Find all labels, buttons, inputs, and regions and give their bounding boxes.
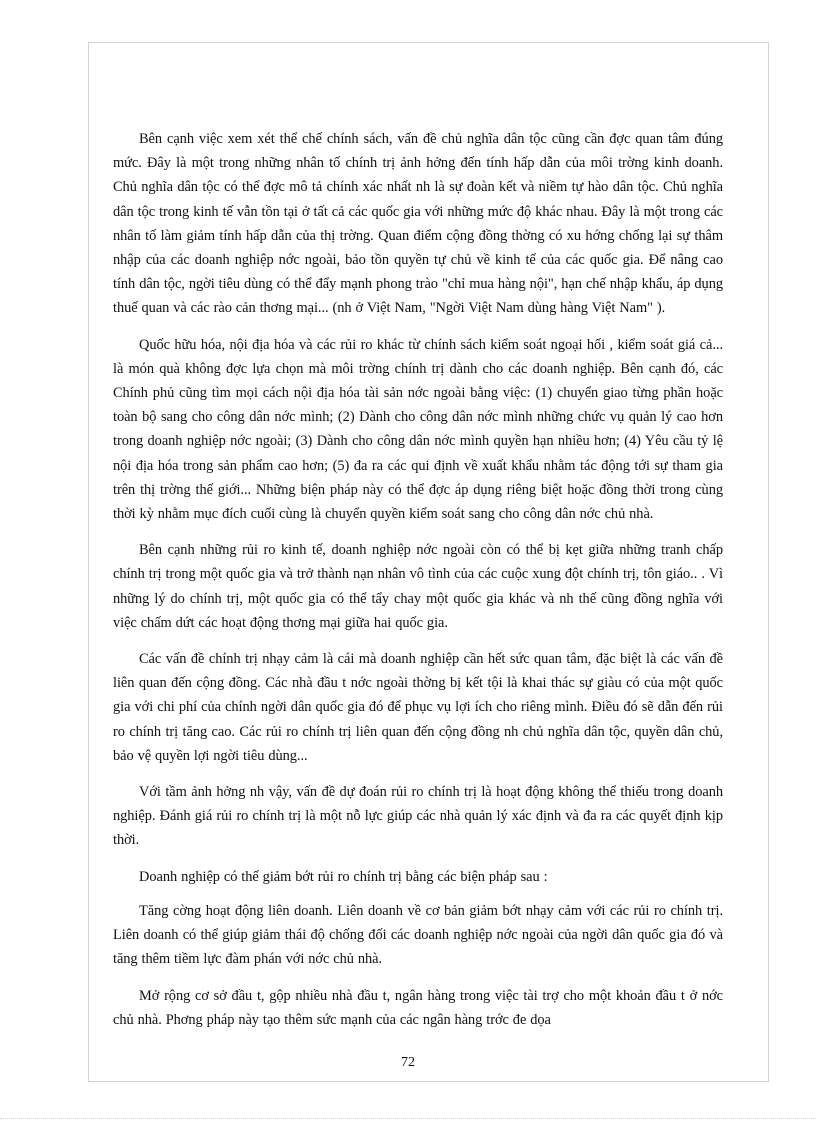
page-number: 72 bbox=[401, 1055, 415, 1070]
paragraph-nationalism: Bên cạnh việc xem xét thể chế chính sách, vấn đề chủ nghĩa dân tộc cũng cần đợc quan tâm đúng mức. Đây là một trong những nhân tố chính trị ảnh hởng đến tính hấp dẫn của môi trờng kinh doanh. Chủ nghĩa dân tộc có thể đợc mô tả chính xác nhất nh là sự đoàn kết và niềm tự hào dân tộc. Chủ nghĩa dân tộc trong kinh tế vẫn tồn tại ở tất cả các quốc gia với những mức độ khác nhau. Đây là một trong các nhân tố làm giảm tính hấp dẫn của thị trờng. Quan điểm cộng đồng thờng có xu hớng chống lại sự thâm nhập của các doanh nghiệp nớc ngoài, bảo tồn quyền tự chủ về kinh tế của các quốc gia. Để nâng cao tính dân tộc, ngời tiêu dùng có thể đẩy mạnh phong trào "chỉ mua hàng nội", hạn chế nhập khẩu, áp dụng thuế quan và các rào cản thơng mại... (nh ở Việt Nam, "Ngời Việt Nam dùng hàng Việt Nam" ). bbox=[113, 131, 723, 317]
paragraph-sensitive-issues: Các vấn đề chính trị nhạy cảm là cái mà doanh nghiệp cần hết sức quan tâm, đặc biệt là các vấn đề liên quan đến cộng đồng. Các nhà đầu t nớc ngoài thờng bị kết tội là khai thác sự giàu có của một quốc gia với chi phí của chính ngời dân quốc gia đó để phục vụ lợi ích cho riêng mình. Điều đó sẽ dẫn đến rủi ro chính trị tăng cao. Các rủi ro chính trị liên quan đến cộng đồng nh chủ nghĩa dân tộc, quyền dân chủ, bảo vệ quyền lợi ngời tiêu dùng... bbox=[113, 651, 723, 764]
paragraph-political-disputes: Bên cạnh những rủi ro kinh tế, doanh nghiệp nớc ngoài còn có thể bị kẹt giữa những tranh chấp chính trị trong một quốc gia và trở thành nạn nhân vô tình của các cuộc xung đột chính trị, tôn giáo.. . Vì những lý do chính trị, một quốc gia có thể tẩy chay một quốc gia khác và nh thế cũng đồng nghĩa với việc chấm dứt các hoạt động thơng mại giữa hai quốc gia. bbox=[113, 542, 723, 631]
paragraph-risk-forecast: Với tầm ảnh hởng nh vậy, vấn đề dự đoán rủi ro chính trị là hoạt động không thể thiếu trong doanh nghiệp. Đánh giá rủi ro chính trị là một nỗ lực giúp các nhà quản lý xác định và đa ra các quyết định kịp thời. bbox=[113, 784, 723, 849]
paragraph-investment-base: Mở rộng cơ sở đầu t, gộp nhiều nhà đầu t, ngân hàng trong việc tài trợ cho một khoản đầu t ở nớc chủ nhà. Phơng pháp này tạo thêm sức mạnh của các ngân hàng trớc đe dọa bbox=[113, 987, 723, 1028]
paragraph-joint-venture: Tăng cờng hoạt động liên doanh. Liên doanh về cơ bản giảm bớt nhạy cảm với các rủi ro chính trị. Liên doanh có thể giúp giảm thái độ chống đối các doanh nghiệp nớc ngoài của ngời dân quốc gia đó và tăng thêm tiềm lực đàm phán với nớc chủ nhà. bbox=[113, 902, 723, 968]
bottom-divider bbox=[0, 1118, 816, 1119]
paragraph-nationalization: Quốc hữu hóa, nội địa hóa và các rủi ro khác từ chính sách kiểm soát ngoại hối , kiểm soát giá cả... là món quà không đợc lựa chọn mà môi trờng chính trị dành cho các doanh nghiệp. Bên cạnh đó, các Chính phủ cũng tìm mọi cách nội địa hóa tài sản nớc ngoài bằng việc: (1) chuyển giao từng phần hoặc toàn bộ sang cho công dân nớc mình; (2) Dành cho công dân nớc mình những chức vụ quản lý cao hơn trong doanh nghiệp nớc ngoài; (3) Dành cho công dân nớc mình quyền hạn nhiều hơn; (4) Yêu cầu tỷ lệ nội địa hóa trong sản phẩm cao hơn; (5) đa ra các qui định về xuất khẩu nhằm tác động tới sự tham gia trên thị trờng thế giới... Những biện pháp này có thể đợc áp dụng riêng biệt hoặc đồng thời trong cùng thời kỳ nhằm mục đích cuối cùng là chuyển quyền kiểm soát sang cho công dân nớc chủ nhà. bbox=[113, 336, 723, 523]
page-body bbox=[113, 127, 723, 1044]
paragraph-measures-intro: Doanh nghiệp có thể giảm bớt rủi ro chính trị bằng các biện pháp sau : bbox=[139, 868, 548, 885]
